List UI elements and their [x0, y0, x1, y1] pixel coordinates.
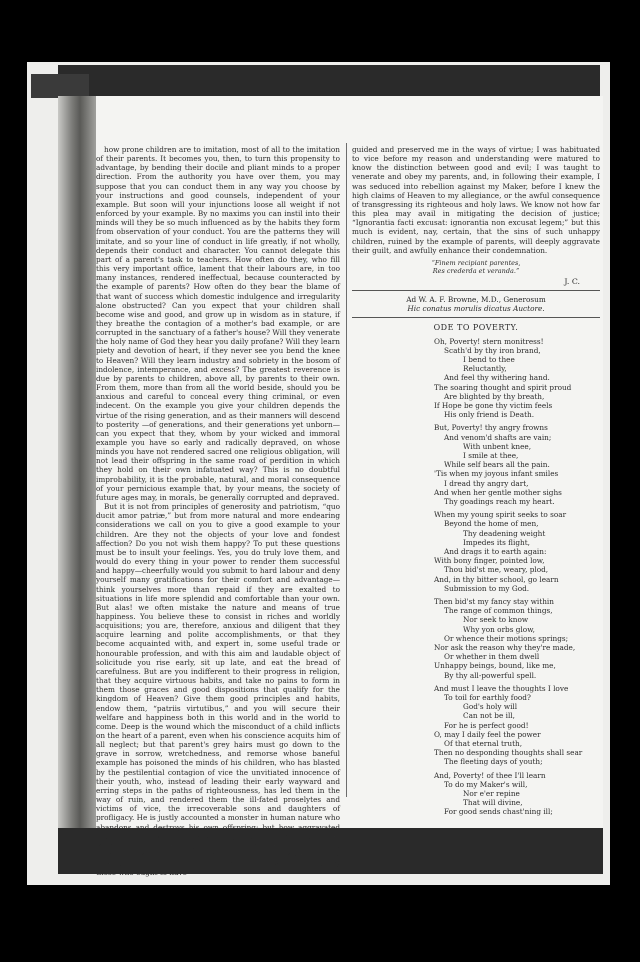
poem-line: And, Poverty! of thee I'll learn — [434, 770, 546, 780]
poem-line: I dread thy angry dart, — [444, 478, 529, 488]
poem-line: But, Poverty! thy angry frowns — [434, 423, 548, 433]
left-column — [96, 145, 340, 878]
poem-line: Then no desponding thoughts shall sear — [434, 748, 583, 758]
poem-line: Unhappy beings, bound, like me, — [434, 661, 556, 671]
scan-shadow-top — [58, 65, 600, 97]
poem-line: And venom'd shafts are vain; — [444, 432, 552, 442]
poem-title: ODE TO POVERTY. — [433, 323, 519, 333]
poem-line: And feel thy withering hand. — [444, 373, 550, 383]
poem-line: I smile at thee, — [463, 450, 519, 460]
poem-line: Of that eternal truth, — [444, 739, 523, 749]
poem-line: Why yon orbs glow, — [463, 624, 535, 634]
poem-line: Beyond the home of men, — [444, 519, 539, 529]
poem-line: If Hope be gone thy victim feels — [434, 400, 553, 410]
poem-line: Thy deadening weight — [463, 528, 546, 538]
scan-shadow-corner — [31, 74, 89, 98]
poem-stanza — [352, 423, 600, 506]
poem-line: Thy goadings reach my heart. — [444, 496, 555, 506]
poem-stanza — [352, 597, 600, 680]
poem-line: The soaring thought and spirit proud — [434, 382, 572, 392]
poem-line: Oh, Poverty! stern monitress! — [434, 336, 544, 346]
poem-line: That will divine, — [463, 798, 523, 808]
poem-line: Thou bid'st me, weary, plod, — [444, 565, 549, 575]
poem-line: The range of common things, — [444, 606, 553, 616]
poem-line: For he is perfect good! — [444, 720, 529, 730]
dedication-line-1: Ad W. A. F. Browne, M.D., Generosum — [406, 295, 546, 305]
poem-line: Are blighted by thy breath, — [444, 391, 545, 401]
poem-line: And when her gentle mother sighs — [434, 487, 562, 497]
latin-quote — [352, 259, 600, 275]
section-divider — [352, 290, 600, 291]
poem-line: Scath'd by thy iron brand, — [444, 345, 541, 355]
author-signature: J. C. — [564, 276, 580, 286]
poem-line: And drags it to earth again: — [444, 546, 547, 556]
poem-line: O, may I daily feel the power — [434, 729, 541, 739]
poem-line: The fleeting days of youth; — [444, 757, 543, 767]
binding-shadow — [58, 96, 98, 828]
poem-line: Impedes its flight, — [463, 537, 530, 547]
poem-line: Reluctantly, — [463, 364, 507, 374]
article-continuation: guided and preserved me in the ways of virtue; I was habituated to vice before my reason and understanding were matured to know the distinction between good and evil; I was taught to venerate and obey my parents, and, in following their example, I was seduced into rebellion against my Maker, before I knew the high claims of Heaven to my allegiance, or the awful consequence of transgressing its righteous and holy laws. We know not how far this plea may avail in mitigating the decision of justice; “Ignorantia facti excusat: ignorantia non excusat legem;” but this much is evident, nay, certain, that the sins of such unhappy children, ruined by the example of parents, will deeply aggravate their guilt, and awfully enhance their condemnation. — [352, 145, 600, 255]
dedication — [352, 295, 600, 313]
poem-line: Nor e'er repine — [463, 789, 520, 799]
poem-line: While self bears all the pain. — [444, 460, 550, 470]
latin-quote-line-2: Res crederda et veranda.” — [432, 266, 520, 275]
poem-line: By thy all-powerful spell. — [444, 670, 537, 680]
latin-quote-line-1: “Finem recipiant parentes, — [431, 258, 521, 267]
poem-line: When my young spirit seeks to soar — [434, 510, 567, 520]
poem — [352, 337, 600, 817]
poem-line: I bend to thee — [463, 354, 515, 364]
dedication-line-2: Hic conatus morulis dicatus Auctore. — [407, 304, 545, 314]
poem-line: To toil for earthly food? — [444, 693, 531, 703]
poem-line: God's holy will — [463, 702, 518, 712]
poem-line: 'Tis when my joyous infant smiles — [434, 469, 559, 479]
poem-line: Can not be ill, — [463, 711, 515, 721]
poem-line: With bony finger, pointed low, — [434, 556, 545, 566]
poem-line: Nor ask the reason why they're made, — [434, 643, 576, 652]
poem-stanza — [352, 510, 600, 593]
poem-stanza — [352, 684, 600, 767]
poem-line: Nor seek to know — [463, 615, 529, 625]
poem-line: Or whether in them dwell — [444, 652, 540, 662]
poem-stanza — [352, 771, 600, 817]
poem-line: And must I leave the thoughts I love — [434, 683, 569, 693]
poem-line: For good sends chast'ning ill; — [444, 807, 553, 817]
poem-line: Submission to my God. — [444, 583, 530, 593]
poem-line: To do my Maker's will, — [444, 779, 528, 789]
left-paragraph-2: But it is not from principles of generosity and patriotism, “quo ducit amor patriæ,” but from more natural and more endearing considerations we call on you to give a good example to your children. Are they not the objects of your love and fondest affection? Do you not wish them happy? To put these questions must be to insult your feelings. Yes, you do truly love them, and would do every thing in your power to render them successful and happy—cheerfully would you submit to hard labour and deny yourself many gratifications for their comfort and advantage—think yourselves more than repaid if they are exalted to situations in life more splendid and comfortable than your own. But alas! we often mistake the nature and means of true happiness. You believe these to consist in riches and worldly acquisitions; you are, therefore, anxious and diligent that they acquire learning and polite accomplishments, or that they become acquainted with, and expert in, some useful trade or honourable profession, and with this aim and laudable object of solicitude you rise early, sit up late, and eat the bread of carefulness. But are you indifferent to their progress in religion, that they acquire virtuous habits, and take no pains to form in them those graces and good dispositions that qualify for the kingdom of Heaven? Give them good principles and habits, endow them, “patriis virtutibus,” and you will secure their welfare and happiness both in this world and in the world to come. Deep is the wound which the misconduct of a child inflicts on the heart of a parent, even when his conscience acquits him of all neglect; but that parent's grey hairs must go down to the grave in sorrow, wretchedness, and remorse whose baneful example has poisoned the minds of his children, who has blasted by the pestilential contagion of vice the unvitiated innocence of their youth, who, instead of leading their early wayward and erring steps in the paths of righteousness, has led them in the way of ruin, and rendered them the ill-fated proselytes and victims of vice, the irrecoverable sons and daughters of profligacy. He is justly accounted a monster in human nature who abandons and destroys his own offspring: but how aggravated the guilt of those parents who, by their pernicious example, murder not only the body but the soul. At the bar of a future judgment, may not such a child, ruined and misled by his parents, plead in accusation against them, “I was corrupted by those who ought to have — [96, 502, 340, 878]
poem-line: Then bid'st my fancy stay within — [434, 596, 554, 606]
column-rule — [346, 143, 347, 797]
poem-line: With unbent knee, — [463, 441, 532, 451]
section-divider-2 — [352, 317, 600, 318]
poem-line: And, in thy bitter school, go learn — [434, 574, 559, 584]
poem-line: Or whence their motions springs; — [444, 633, 569, 643]
poem-line: His only friend is Death. — [444, 410, 535, 420]
poem-stanza — [352, 337, 600, 420]
left-paragraph-1: how prone children are to imitation, most of all to the imitation of their parents. It becomes you, then, to turn this propensity to advantage, by bending their docile and pliant minds to a proper direction. From the authority you have over them, you may suppose that you can conduct them in any way you choose by your instructions and good counsels, independent of your example. But soon will your injunctions loose all weight if not enforced by your example. By no maxims you can instil into their minds will they be so much influenced as by the habits they form from observation of your conduct. You are the patterns they will imitate, and so your line of conduct in life greatly, if not wholly, depends their conduct and character. You cannot delegate this part of a parent's task to teachers. How often do they, who fill this very important office, lament that their labours are, in too many instances, rendered ineffectual, because counteracted by the example of parents? How often do they bear the blame of that want of success which domestic indulgence and irregularity alone obstructed? Can you expect that your children shall become wise and good, and grow up in wisdom as in stature, if they breathe the contagion of a mother's bad example, or are corrupted in the sanctuary of a father's house? Will they venerate the holy name of God they hear you daily profane? Will they learn piety and devotion of heart, if they never see you bend the knee to Heaven? Will they learn industry and sobriety in the bosom of indolence, intemperance, and excess? The greatest reverence is due by parents to children, above all, by parents to their own. From them, more than from all the world beside, should you be anxious and careful to conceal every thing criminal, or even indecent. On the example you give your children depends the virtue of the rising generation, and as their manners will descend to posterity —of generations, and their generations yet unborn—can you expect that they, whom by your wicked and immoral example you have so early and radically depraved, on whose minds you have not rendered sacred one religious obligation, will not lead their offspring in the same road of perdition in which they hold on their own infatuated way? This is no doubtful improbability, it is the probable, natural, and moral consequence of your pernicious example that, by your means, the society of future ages may, in morals, be generally corrupted and depraved. — [96, 145, 340, 502]
right-column — [352, 145, 600, 817]
